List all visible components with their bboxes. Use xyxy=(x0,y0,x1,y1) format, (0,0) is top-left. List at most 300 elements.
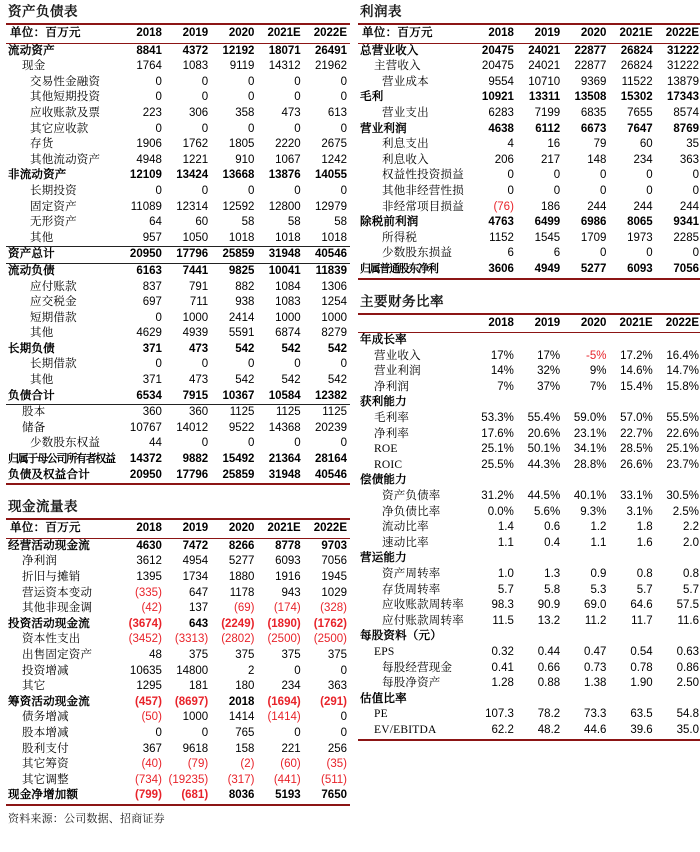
income-statement-table xyxy=(358,23,700,280)
row-value: 4 xyxy=(507,138,514,151)
row-value: 0 xyxy=(201,726,209,739)
row-value xyxy=(471,473,517,489)
row-value xyxy=(656,692,700,708)
row-value: 1000 xyxy=(182,311,209,324)
column-header-year: 2022E xyxy=(665,27,699,39)
row-value xyxy=(517,473,563,489)
row-value: 10635 xyxy=(129,664,162,677)
row-value: 358 xyxy=(235,106,255,119)
row-value: 58 xyxy=(241,216,255,229)
row-value: (2) xyxy=(240,758,255,771)
row-value: 9% xyxy=(589,365,607,378)
row-value: 6 xyxy=(553,247,561,260)
table-row xyxy=(6,75,350,91)
table-row xyxy=(358,614,700,630)
row-value: 17796 xyxy=(165,247,211,264)
row-value: (2500) xyxy=(267,633,301,646)
row-value xyxy=(563,333,609,349)
row-label: 速动比率 xyxy=(382,536,429,549)
row-value: 542 xyxy=(235,342,255,355)
row-value: 13424 xyxy=(176,169,209,182)
table-row xyxy=(6,421,350,437)
row-value: 9882 xyxy=(182,453,209,466)
row-value: 13879 xyxy=(667,75,699,88)
row-value: 0.0% xyxy=(487,505,514,518)
row-value: 0 xyxy=(155,358,162,371)
row-value: 22877 xyxy=(574,44,607,57)
table-row xyxy=(358,246,700,262)
row-value: 647 xyxy=(188,586,209,599)
table-row xyxy=(6,695,350,711)
column-header-year: 2022E xyxy=(313,522,347,535)
table-row xyxy=(6,137,350,153)
row-value: 40.1% xyxy=(573,490,607,503)
table-row xyxy=(358,90,700,106)
row-value: 1067 xyxy=(275,153,301,166)
row-value: 5591 xyxy=(228,327,255,340)
row-value: 0 xyxy=(340,358,347,371)
row-value: 0 xyxy=(155,91,162,104)
table-row xyxy=(358,200,700,216)
row-value: 6499 xyxy=(534,216,561,229)
table-row xyxy=(358,536,700,552)
table-row xyxy=(358,75,700,91)
row-value: 0 xyxy=(155,726,162,739)
row-label: 资产负债率 xyxy=(382,490,441,503)
row-value: 0 xyxy=(294,91,301,104)
row-value: 24021 xyxy=(528,44,561,57)
row-value: 2 xyxy=(248,664,255,677)
table-row xyxy=(358,427,700,443)
row-value: 7655 xyxy=(627,106,653,119)
column-header-year: 2019 xyxy=(534,316,561,329)
row-label: 其他短期投资 xyxy=(30,91,101,104)
row-value: (60) xyxy=(280,758,301,771)
row-value: 9554 xyxy=(488,75,514,88)
row-value: 542 xyxy=(235,374,255,387)
row-value: 12314 xyxy=(176,200,209,213)
table-row xyxy=(358,411,700,427)
row-value: 223 xyxy=(142,106,162,119)
row-value: 35 xyxy=(686,138,699,151)
row-value: (328) xyxy=(320,602,347,615)
row-value: 148 xyxy=(587,153,607,166)
row-value: 17796 xyxy=(165,468,211,485)
table-row xyxy=(6,122,350,138)
left-column xyxy=(6,4,350,852)
row-value: 1734 xyxy=(182,571,209,583)
row-value: 256 xyxy=(327,742,347,755)
table-header-row xyxy=(358,24,700,43)
row-value: 1084 xyxy=(275,280,301,293)
row-value: 1221 xyxy=(182,153,209,166)
row-value: 8841 xyxy=(136,44,162,57)
row-value: 0.8 xyxy=(636,568,653,580)
row-value: 0.63 xyxy=(676,645,699,658)
row-value xyxy=(656,473,700,489)
row-value: 44.6 xyxy=(563,723,609,740)
column-header-year: 2020 xyxy=(228,522,255,535)
row-value: 1.3 xyxy=(544,568,561,580)
row-value: 4763 xyxy=(488,216,514,229)
row-value: 6112 xyxy=(535,122,561,135)
row-value: 375 xyxy=(188,648,209,661)
row-value: 14372 xyxy=(129,453,162,466)
row-value: 5277 xyxy=(228,555,255,568)
table-row xyxy=(358,333,700,349)
row-value: (2249) xyxy=(221,617,255,630)
row-value: (335) xyxy=(135,586,162,599)
row-value: 1125 xyxy=(275,406,301,419)
row-value: 0 xyxy=(201,75,209,88)
row-value: 371 xyxy=(142,342,162,355)
row-value: 13311 xyxy=(528,91,561,104)
table-row xyxy=(6,468,350,485)
row-value: (42) xyxy=(141,602,162,615)
row-value: 4629 xyxy=(136,327,162,340)
row-value: 0 xyxy=(340,122,347,135)
row-value: 473 xyxy=(188,374,209,387)
row-label: 营业收入 xyxy=(374,349,421,362)
row-value: 1029 xyxy=(321,586,347,599)
row-label: 折旧与摊销 xyxy=(22,571,81,583)
row-value: 542 xyxy=(327,374,347,387)
row-value: 363 xyxy=(679,153,699,166)
row-value: 37% xyxy=(537,380,561,393)
row-value: 0 xyxy=(553,169,561,182)
row-value: 0 xyxy=(294,75,301,88)
table-row xyxy=(6,215,350,231)
row-value: 22877 xyxy=(574,60,607,73)
row-label: 筹资活动现金流 xyxy=(8,695,90,708)
row-value: 1906 xyxy=(136,138,162,151)
column-header-year: 2019 xyxy=(182,27,209,39)
row-label: 其它应收款 xyxy=(30,122,89,135)
table-row xyxy=(6,710,350,726)
row-label: 每股净资产 xyxy=(382,677,441,690)
row-value: 13.2 xyxy=(537,614,561,627)
row-value: 7472 xyxy=(182,539,209,552)
row-value: 0 xyxy=(248,358,255,371)
row-value xyxy=(656,629,700,645)
row-label: 权益性投资损益 xyxy=(382,169,464,182)
row-value: 39.6 xyxy=(609,723,655,740)
row-value: 60 xyxy=(639,138,653,151)
row-value: 0 xyxy=(646,247,653,260)
row-value: 1295 xyxy=(136,680,162,693)
row-value: 0 xyxy=(692,184,699,197)
row-value: 28.8% xyxy=(573,458,607,471)
row-value: 22.7% xyxy=(620,427,653,440)
row-value: 0 xyxy=(294,122,301,135)
row-value: 57.5 xyxy=(676,599,699,612)
row-label: 长期投资 xyxy=(30,184,77,197)
row-value: (3452) xyxy=(128,633,162,646)
table-row xyxy=(6,90,350,106)
row-label: 资产周转率 xyxy=(382,568,441,580)
row-value: 6986 xyxy=(580,216,607,229)
row-label: 负债合计 xyxy=(6,389,119,405)
table-row xyxy=(358,489,700,505)
row-value: 44 xyxy=(149,437,162,450)
row-value: 17.6% xyxy=(481,427,514,440)
row-value: 31222 xyxy=(667,60,699,73)
table-row xyxy=(358,349,700,365)
row-value: 13668 xyxy=(222,169,255,182)
table-row xyxy=(6,311,350,327)
row-value: 40546 xyxy=(304,468,350,485)
row-value: 53.3% xyxy=(481,412,514,425)
cash-flow-title: 现金流量表 xyxy=(8,499,78,515)
table-row xyxy=(358,567,700,583)
row-value: (3674) xyxy=(128,617,162,630)
row-value: 234 xyxy=(633,153,653,166)
row-value: 0 xyxy=(340,664,347,677)
table-row xyxy=(358,184,700,200)
table-row xyxy=(358,106,700,122)
row-value: 48.2 xyxy=(517,723,563,740)
table-row xyxy=(6,295,350,311)
row-label: 毛利率 xyxy=(374,412,410,425)
table-row xyxy=(6,538,350,554)
row-value xyxy=(656,551,700,567)
table-row xyxy=(358,442,700,458)
row-value: 375 xyxy=(327,648,347,661)
row-value: 542 xyxy=(281,342,301,355)
row-value: 1306 xyxy=(321,280,347,293)
row-label: 营运资本变动 xyxy=(22,586,93,599)
table-row xyxy=(358,364,700,380)
row-value: 3.1% xyxy=(626,505,653,518)
row-value: (79) xyxy=(187,758,209,771)
column-header-year: 2018 xyxy=(136,522,162,535)
row-label: 存货周转率 xyxy=(382,583,441,596)
row-value: 1.90 xyxy=(630,677,653,690)
row-value: 11.5 xyxy=(492,614,514,627)
table-row xyxy=(6,357,350,373)
row-value: 473 xyxy=(188,342,209,355)
row-value: 1545 xyxy=(534,231,561,244)
row-value: 6673 xyxy=(580,122,607,135)
row-value: 0 xyxy=(340,711,347,724)
row-label: 总营业收入 xyxy=(360,44,419,57)
row-value: 9825 xyxy=(228,264,255,277)
row-value: 5277 xyxy=(563,262,609,279)
table-row xyxy=(358,153,700,169)
row-value: 0 xyxy=(201,358,209,371)
row-value: 32% xyxy=(537,365,561,378)
row-value: 9522 xyxy=(228,421,255,434)
row-value: (40) xyxy=(141,758,162,771)
row-value: 306 xyxy=(188,106,209,119)
table-row xyxy=(358,137,700,153)
row-value: 1152 xyxy=(489,231,514,244)
row-value: 60 xyxy=(195,216,209,229)
table-header-row xyxy=(358,314,700,333)
table-row xyxy=(6,570,350,586)
table-row xyxy=(6,664,350,680)
row-value: 1709 xyxy=(580,231,607,244)
row-label: 应交税金 xyxy=(30,296,77,309)
table-row xyxy=(358,583,700,599)
row-label: EV/EBITDA xyxy=(358,723,471,740)
table-row xyxy=(6,436,350,452)
row-value: 5.7 xyxy=(683,583,699,596)
row-value: 28164 xyxy=(315,453,347,466)
cash-flow-table xyxy=(6,518,350,806)
column-header-year: 2019 xyxy=(534,27,561,39)
row-label: 投资增减 xyxy=(22,664,69,677)
row-value: 0.41 xyxy=(491,661,514,674)
row-value: 0 xyxy=(294,358,301,371)
row-value: 5.8 xyxy=(544,583,561,596)
row-value: 35.0 xyxy=(656,723,700,740)
row-value: 7199 xyxy=(534,106,561,119)
row-label: 其他 xyxy=(30,231,54,244)
source-note: 资料来源：公司数据、招商证券 xyxy=(8,812,165,825)
column-header-year: 2021E xyxy=(619,316,653,329)
row-value: 23.7% xyxy=(666,458,699,471)
row-label: 除税前利润 xyxy=(360,216,419,229)
row-value: 6093 xyxy=(275,555,301,568)
row-value: 40546 xyxy=(304,247,350,264)
table-row xyxy=(6,788,350,805)
row-value: 20239 xyxy=(315,421,347,434)
table-row xyxy=(6,405,350,421)
row-value: 20950 xyxy=(119,247,165,264)
row-value: 0 xyxy=(155,122,162,135)
financial-ratios-table xyxy=(358,313,700,741)
row-value: 10584 xyxy=(257,389,303,405)
table-row xyxy=(358,598,700,614)
row-value: 9618 xyxy=(182,742,209,755)
row-value: 4954 xyxy=(182,555,209,568)
row-value: 90.9 xyxy=(537,599,561,612)
row-value: (734) xyxy=(135,773,162,786)
row-value: 11.6 xyxy=(677,614,699,627)
row-value: (1890) xyxy=(267,617,301,630)
row-value: 55.5% xyxy=(666,412,699,425)
row-value: 2.0 xyxy=(683,536,699,549)
row-value: 1.1 xyxy=(497,536,514,549)
row-value: 26491 xyxy=(315,44,347,57)
row-value: (2802) xyxy=(221,633,255,646)
row-value: (8697) xyxy=(174,695,209,708)
row-value: 11.7 xyxy=(631,614,653,627)
row-label: 非流动资产 xyxy=(8,169,67,182)
column-header-year: 2018 xyxy=(136,27,162,39)
row-value: 3612 xyxy=(136,555,162,568)
row-value: 4939 xyxy=(182,327,209,340)
row-label: 归属于母公司所有者权益 xyxy=(8,453,115,466)
row-label: 流动比率 xyxy=(382,521,429,534)
row-label: 负债及权益合计 xyxy=(6,468,119,485)
table-row xyxy=(358,262,700,279)
column-header-year: 2020 xyxy=(228,27,255,39)
table-row xyxy=(358,215,700,231)
row-value: 5.3 xyxy=(590,583,607,596)
row-value: 1178 xyxy=(229,586,255,599)
unit-label: 单位：百万元 xyxy=(10,522,81,535)
row-label: 其他流动资产 xyxy=(30,153,101,166)
table-row xyxy=(358,520,700,536)
table-header-row xyxy=(6,519,350,538)
row-value: 1414 xyxy=(228,711,255,724)
row-value: 78.2 xyxy=(537,708,561,721)
row-value: (799) xyxy=(119,788,165,805)
row-value: 14312 xyxy=(268,60,301,73)
row-value: 6534 xyxy=(119,389,165,405)
row-value: 14055 xyxy=(315,169,347,182)
row-label: 股本 xyxy=(22,406,46,419)
row-value xyxy=(563,473,609,489)
table-row xyxy=(358,231,700,247)
row-value: 12592 xyxy=(222,200,255,213)
row-value: 206 xyxy=(494,153,514,166)
row-value xyxy=(471,395,517,411)
row-value: 0.54 xyxy=(630,645,653,658)
row-value: (1414) xyxy=(267,711,301,724)
row-value: 0.8 xyxy=(683,568,699,580)
column-header-year: 2020 xyxy=(580,316,607,329)
row-value: 1.1 xyxy=(590,536,607,549)
table-row xyxy=(358,380,700,396)
row-value: 1000 xyxy=(275,311,301,324)
row-value: 0.66 xyxy=(537,661,561,674)
row-value: (291) xyxy=(320,695,347,708)
row-value: 0 xyxy=(507,169,514,182)
row-value: 217 xyxy=(540,153,561,166)
row-value: 2220 xyxy=(275,138,301,151)
column-header-year: 2022E xyxy=(313,27,347,39)
row-value: 1018 xyxy=(275,231,301,244)
row-value: 367 xyxy=(142,742,162,755)
row-value: 64 xyxy=(149,216,162,229)
row-value: 25.5% xyxy=(481,458,514,471)
row-label: 流动负债 xyxy=(8,264,55,277)
row-label: 少数股东权益 xyxy=(30,437,101,450)
row-value: 58 xyxy=(287,216,301,229)
row-value: 4372 xyxy=(182,44,209,57)
row-label: 股本增减 xyxy=(22,726,69,739)
row-value: 9703 xyxy=(321,539,347,552)
row-value: 28.5% xyxy=(620,443,653,456)
table-row xyxy=(358,168,700,184)
row-value: (19235) xyxy=(168,773,209,786)
row-value: (457) xyxy=(135,695,162,708)
row-value xyxy=(517,551,563,567)
row-value: 1125 xyxy=(229,406,255,419)
row-value: 0 xyxy=(155,75,162,88)
row-value: 69.0 xyxy=(584,599,607,612)
row-label: 其他非经营性损 xyxy=(382,184,464,197)
table-row xyxy=(6,452,350,468)
row-value: (681) xyxy=(165,788,211,805)
table-row xyxy=(6,280,350,296)
row-value: 20.6% xyxy=(527,427,561,440)
table-row xyxy=(358,645,700,661)
row-value: 363 xyxy=(327,680,347,693)
row-value: 473 xyxy=(281,106,301,119)
table-row xyxy=(6,586,350,602)
row-value: 5193 xyxy=(257,788,303,805)
row-label: ROE xyxy=(374,443,398,456)
row-value: 0 xyxy=(201,91,209,104)
row-label: 储备 xyxy=(22,421,46,434)
row-value: 21962 xyxy=(315,60,347,73)
row-value: 1.0 xyxy=(497,568,514,580)
row-value: 697 xyxy=(142,296,162,309)
